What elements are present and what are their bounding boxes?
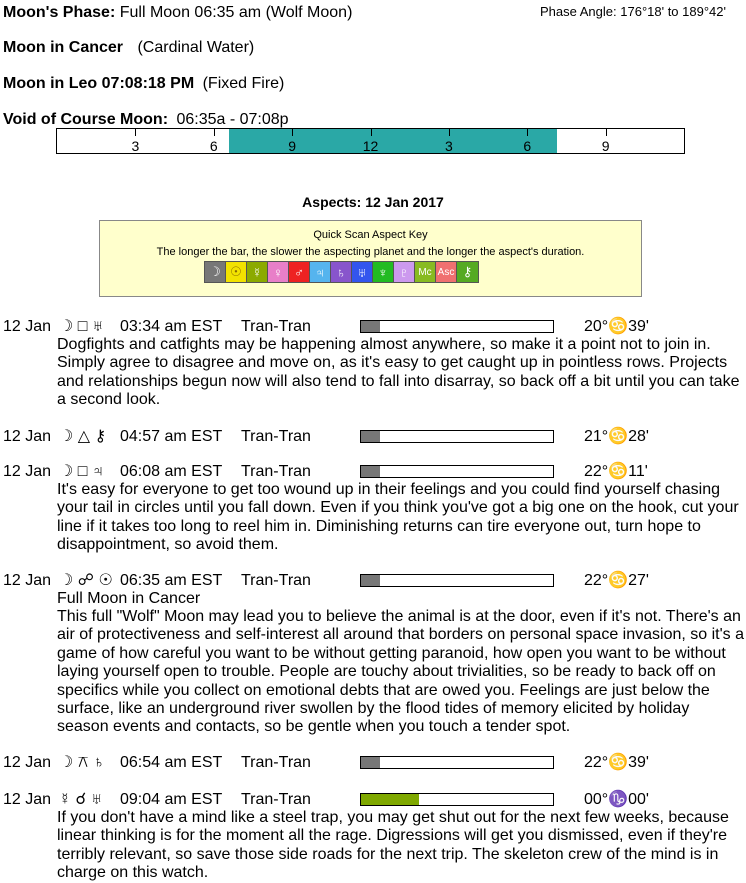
voc-tick	[292, 129, 293, 136]
voc-tick	[214, 129, 215, 136]
aspect-subtitle: Full Moon in Cancer	[57, 590, 201, 607]
chiron-icon: ⚷	[457, 262, 478, 282]
aspect-date: 12 Jan	[3, 791, 52, 808]
aspect-time: 03:34 am EST	[120, 318, 223, 335]
moon-sign-1-value: (Cardinal Water)	[137, 39, 255, 56]
aspect-symbols: ☿ ☌ ♅	[59, 791, 103, 808]
moon-sign-2	[3, 74, 284, 93]
aspect-time: 06:08 am EST	[120, 463, 223, 480]
voc-tick	[135, 129, 136, 136]
mercury-icon: ☿	[247, 262, 268, 282]
duration-bar	[360, 430, 554, 443]
voc-tick	[527, 129, 528, 136]
aspect-symbols: ☽ □ ♃	[59, 463, 104, 480]
venus-icon: ♀	[268, 262, 289, 282]
duration-bar	[360, 320, 554, 333]
aspect-date: 12 Jan	[3, 318, 52, 335]
aspect-date: 12 Jan	[3, 754, 52, 771]
aspect-key-title: Quick Scan Aspect Key	[313, 229, 428, 241]
aspect-type: Tran-Tran	[241, 791, 311, 808]
aspect-description: Dogfights and catfights may be happening almost anywhere, so make it a point not to join in. Simply agree to disagree and move on, as it's easy to get caught up in pointless rows. Projects and relationships begun now will also tend to fall into disarray, so back off a bit until you can take a second look.	[57, 336, 740, 409]
aspect-key-subtitle: The longer the bar, the slower the aspecting planet and the longer the aspect's duration.	[156, 246, 585, 258]
aspect-type: Tran-Tran	[241, 572, 311, 589]
aspect-symbols: ☽ △ ⚷	[59, 428, 107, 445]
planet-swatches	[204, 261, 479, 283]
aspect-symbols: ☽ ☍ ☉	[59, 572, 113, 589]
moon-sign-2-label: Moon in Leo 07:08:18 PM	[3, 75, 195, 92]
aspect-type: Tran-Tran	[241, 463, 311, 480]
aspect-degree: 22°♋11'	[584, 463, 648, 480]
phase-angle-value: 176°18' to 189°42'	[620, 4, 726, 19]
aspect-description: It's easy for everyone to get too wound up in their feelings and you could find yourself chasing your tail in circles until you fall down. Even if you think you've got a big one on the hook, cut your line if it takes too long to reel him in. Diminishing returns can tire everyone out, turn hope to disappointment, so avoid them.	[57, 481, 739, 554]
aspect-time: 06:54 am EST	[120, 754, 223, 771]
voc-tick-label: 6	[523, 138, 532, 154]
uranus-icon: ♅	[352, 262, 373, 282]
aspect-date: 12 Jan	[3, 463, 52, 480]
duration-bar-fill	[361, 794, 419, 805]
voc-tick-label: 9	[601, 138, 610, 154]
sun-icon: ☉	[226, 262, 247, 282]
voc-tick	[606, 129, 607, 136]
pluto-icon: ♇	[394, 262, 415, 282]
aspect-type: Tran-Tran	[241, 428, 311, 445]
aspect-description: This full "Wolf" Moon may lead you to believe the animal is at the door, even if it's not. There's an air of protectiveness and self-interest all around that borders on personal space invasion, so it's a game of how careful you want to be without getting paranoid, how open you want to be without laying yourself open to trouble. People are touchy about trivialities, so be ready to back off on specifics while you collect on emotional debts that are owed you. Feelings are just below the surface, like an underground river swollen by the flood tides of memory elicited by holiday season events and contacts, so be gentle when you touch a tender spot.	[57, 608, 744, 736]
aspect-time: 04:57 am EST	[120, 428, 223, 445]
saturn-icon: ♄	[331, 262, 352, 282]
moon-phase-label: Moon's Phase:	[3, 4, 116, 21]
duration-bar	[360, 574, 554, 587]
duration-bar-fill	[361, 321, 380, 332]
moon-sign-1-label: Moon in Cancer	[3, 39, 124, 56]
aspect-symbols: ☽ □ ♅	[59, 318, 104, 335]
aspect-type: Tran-Tran	[241, 318, 311, 335]
aspect-degree: 20°♋39'	[584, 318, 649, 335]
neptune-icon: ♆	[373, 262, 394, 282]
phase-angle-label: Phase Angle:	[540, 4, 617, 19]
moon-sign-2-value: (Fixed Fire)	[202, 75, 285, 92]
voc-tick-label: 9	[288, 138, 297, 154]
voc-tick-label: 6	[209, 138, 218, 154]
moon-sign-1	[3, 38, 254, 57]
voc-tick-label: 12	[362, 138, 379, 154]
void-of-course-bar	[56, 128, 685, 154]
voc-label: Void of Course Moon:	[3, 111, 169, 128]
phase-angle	[540, 4, 726, 20]
voc-tick-label: 3	[131, 138, 140, 154]
aspect-degree: 21°♋28'	[584, 428, 649, 445]
duration-bar	[360, 793, 554, 806]
mars-icon: ♂	[289, 262, 310, 282]
duration-bar	[360, 756, 554, 769]
aspect-degree: 22°♋27'	[584, 572, 649, 589]
aspect-time: 06:35 am EST	[120, 572, 223, 589]
aspect-type: Tran-Tran	[241, 754, 311, 771]
ascendant-icon: Asc	[436, 262, 457, 282]
moon-phase-line	[3, 3, 352, 22]
voc-tick	[449, 129, 450, 136]
moon-phase-value: Full Moon 06:35 am (Wolf Moon)	[119, 4, 353, 21]
midheaven-icon: Mc	[415, 262, 436, 282]
aspect-key-box	[99, 220, 642, 297]
aspect-degree: 00°♑00'	[584, 791, 649, 808]
void-of-course	[3, 110, 289, 129]
moon-icon: ☽	[205, 262, 226, 282]
aspect-date: 12 Jan	[3, 572, 52, 589]
duration-bar-fill	[361, 575, 380, 586]
aspects-title: Aspects: 12 Jan 2017	[302, 194, 444, 210]
aspect-date: 12 Jan	[3, 428, 52, 445]
voc-tick-label: 3	[444, 138, 453, 154]
aspect-symbols: ☽ ⚻ ♄	[59, 754, 105, 771]
voc-value: 06:35a - 07:08p	[176, 111, 289, 128]
aspect-description: If you don't have a mind like a steel trap, you may get shut out for the next few weeks, because linear thinking is for the moment all the rage. Digressions will get you dismissed, even if they're terribly relevant, so save those side roads for the next trip. The skeleton crew of the mind is in charge on this watch.	[57, 809, 729, 882]
duration-bar-fill	[361, 757, 380, 768]
jupiter-icon: ♃	[310, 262, 331, 282]
aspect-time: 09:04 am EST	[120, 791, 223, 808]
duration-bar-fill	[361, 431, 380, 442]
voc-tick	[371, 129, 372, 136]
aspect-degree: 22°♋39'	[584, 754, 649, 771]
duration-bar	[360, 465, 554, 478]
void-of-course-fill	[229, 129, 557, 153]
duration-bar-fill	[361, 466, 380, 477]
